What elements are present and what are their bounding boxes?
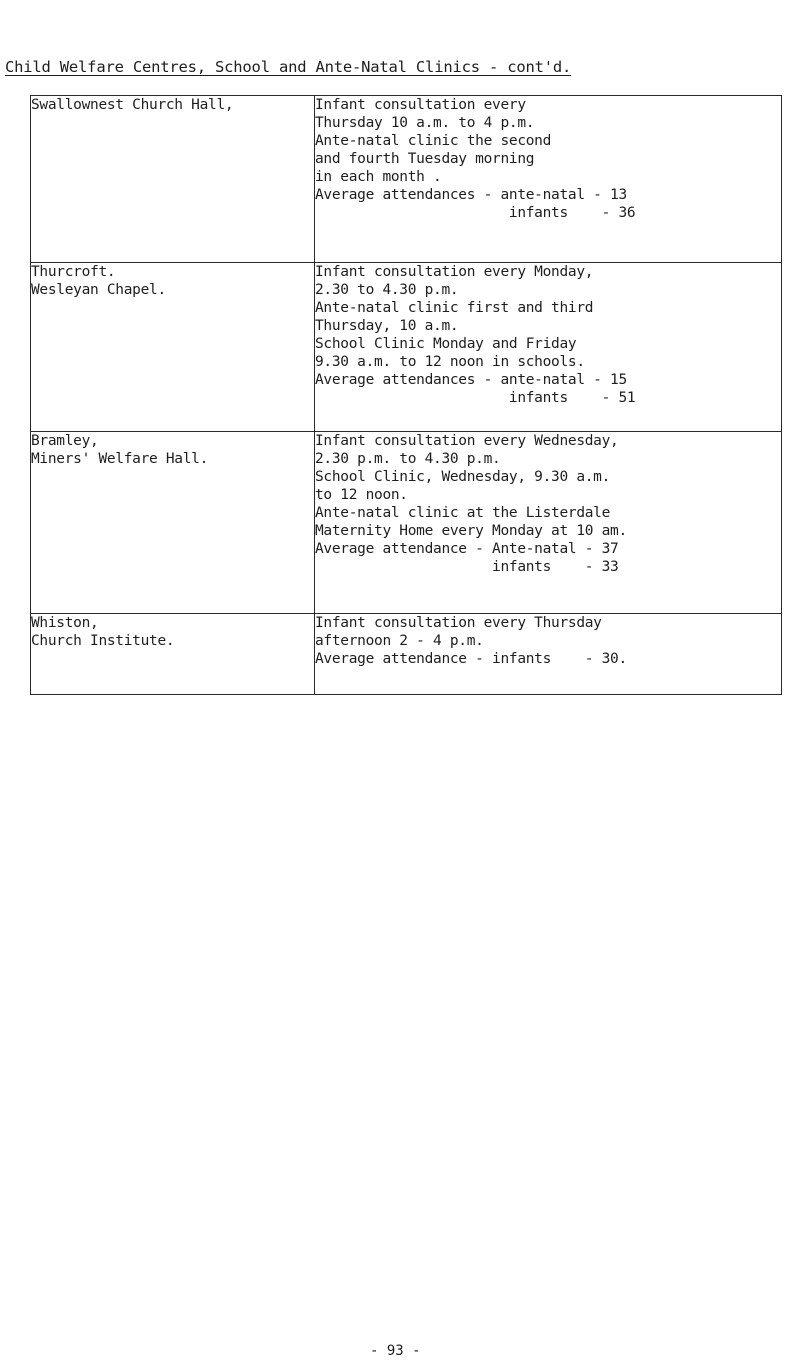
details-line: 9.30 a.m. to 12 noon in schools. bbox=[315, 354, 585, 370]
details-line: in each month . bbox=[315, 169, 442, 185]
details-line: afternoon 2 - 4 p.m. bbox=[315, 633, 484, 649]
details-line: Thursday 10 a.m. to 4 p.m. bbox=[315, 115, 535, 131]
details-line: Ante-natal clinic at the Listerdale bbox=[315, 505, 611, 521]
page-title: Child Welfare Centres, School and Ante-Natal Clinics - cont'd. bbox=[5, 58, 572, 76]
details-line: Infant consultation every Wednesday, bbox=[315, 433, 619, 449]
details-line: Ante-natal clinic the second bbox=[315, 133, 552, 149]
location-line: Miners' Welfare Hall. bbox=[31, 451, 209, 467]
table-row bbox=[31, 263, 782, 432]
attendance-line: Average attendance - Ante-natal - 37 bbox=[315, 541, 619, 557]
location-line: Wesleyan Chapel. bbox=[31, 282, 166, 298]
details-line: Ante-natal clinic first and third bbox=[315, 300, 594, 316]
details-line: Infant consultation every Monday, bbox=[315, 264, 594, 280]
location-line: Swallownest Church Hall, bbox=[31, 97, 234, 113]
details-line: Thursday, 10 a.m. bbox=[315, 318, 459, 334]
details-line: and fourth Tuesday morning bbox=[315, 151, 535, 167]
location-cell bbox=[31, 432, 315, 614]
details-cell bbox=[315, 96, 782, 263]
location-cell bbox=[31, 614, 315, 695]
details-line: Infant consultation every Thursday bbox=[315, 615, 602, 631]
clinics-table bbox=[30, 95, 782, 695]
page-number: - 93 - bbox=[370, 1343, 421, 1359]
table-row bbox=[31, 614, 782, 695]
location-line: Church Institute. bbox=[31, 633, 175, 649]
details-cell bbox=[315, 263, 782, 432]
location-line: Whiston, bbox=[31, 615, 99, 631]
location-cell bbox=[31, 96, 315, 263]
details-cell bbox=[315, 432, 782, 614]
table-row bbox=[31, 432, 782, 614]
details-line: School Clinic, Wednesday, 9.30 a.m. bbox=[315, 469, 611, 485]
attendance-line: infants - 36 bbox=[315, 205, 636, 221]
details-line: School Clinic Monday and Friday bbox=[315, 336, 577, 352]
attendance-line: infants - 33 bbox=[315, 559, 619, 575]
details-line: Infant consultation every bbox=[315, 97, 526, 113]
details-cell bbox=[315, 614, 782, 695]
details-line: Maternity Home every Monday at 10 am. bbox=[315, 523, 627, 539]
attendance-line: Average attendances - ante-natal - 13 bbox=[315, 187, 627, 203]
location-line: Thurcroft. bbox=[31, 264, 116, 280]
attendance-line: Average attendance - infants - 30. bbox=[315, 651, 627, 667]
attendance-line: infants - 51 bbox=[315, 390, 636, 406]
details-line: 2.30 p.m. to 4.30 p.m. bbox=[315, 451, 501, 467]
table-row bbox=[31, 96, 782, 263]
details-line: to 12 noon. bbox=[315, 487, 408, 503]
location-line: Bramley, bbox=[31, 433, 99, 449]
location-cell bbox=[31, 263, 315, 432]
attendance-line: Average attendances - ante-natal - 15 bbox=[315, 372, 627, 388]
details-line: 2.30 to 4.30 p.m. bbox=[315, 282, 459, 298]
